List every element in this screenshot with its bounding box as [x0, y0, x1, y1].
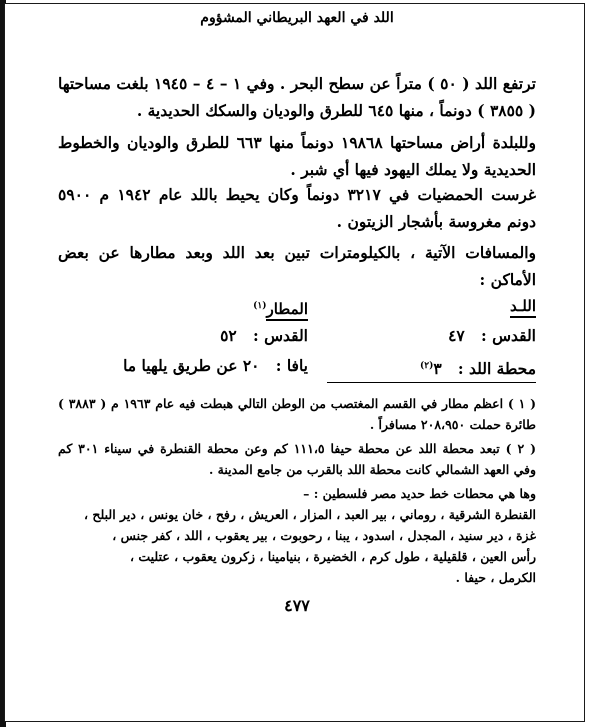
distance-value: ٤٧ — [448, 326, 465, 345]
footnote-marker: (١) — [253, 301, 267, 311]
place-name: القدس — [264, 326, 308, 345]
paragraph-text: وللبلدة أراض مساحتها ١٩٨٦٨ دونماً منها ٦٦٣ للطرق والوديان والخطوط الحديدية ولا يملك اليهود فيها أي شبر . — [58, 133, 536, 179]
footnote-separator — [327, 382, 536, 383]
page-number: ٤٧٧ — [284, 596, 310, 615]
distance-value: ٢٠ عن طريق يلهيا ما — [123, 356, 260, 375]
footnote-2: ( ٢ ) تبعد محطة اللد عن محطة حيفا ١١١،٥ كم وعن محطة القنطرة في سيناء ٣٠١ كم وفي العهد الشمالي كانت محطة اللد بالقرب من جامع المدينة . — [58, 441, 536, 477]
station-list-line: رأس العين ، قلقيلية ، طول كرم ، الخضيرة ، بنيامينا ، زكرون يعقوب ، عتليت ، — [130, 549, 536, 564]
running-header: اللد في العهد البريطاني المشؤوم — [200, 10, 394, 26]
footnote-2-intro: وها هي محطات خط حديد مصر فلسطين : – — [303, 486, 536, 501]
paragraph-text: غرست الحمضيات في ٣٢١٧ دونماً وكان يحيط باللد عام ١٩٤٢ م ٥٩٠٠ دونم مغروسة بأشجار الزيتون . — [58, 185, 536, 231]
airport-column-header — [88, 291, 308, 321]
table-row: القدس : ٥٢ — [220, 326, 308, 345]
footnotes — [58, 393, 536, 588]
table-row: القدس : ٤٧ — [448, 326, 536, 345]
place-name: يافا — [286, 356, 308, 375]
distance-value: ٣ — [433, 359, 442, 379]
paragraph-text: ترتفع اللد ( ٥٠ ) متراً عن سطح البحر . وفي ١ – ٤ – ١٩٤٥ بلغت مساحتها ( ٣٨٥٥ ) دونماً ، منها ٦٤٥ للطرق والوديان والسكك الحديدية . — [58, 74, 536, 120]
place-name: القدس — [492, 326, 536, 345]
airport-column — [88, 291, 308, 381]
distance-value: ٥٢ — [220, 326, 237, 345]
lydd-column-header — [356, 291, 536, 321]
lydd-column — [356, 291, 536, 381]
station-list-line: غزة ، دير سنيد ، المجدل ، اسدود ، يبنا ، رحوبوت ، بير يعقوب ، اللد ، كفر جنس ، — [112, 528, 536, 543]
table-row: محطة اللد : ٣$^{(٢)}$ — [419, 359, 536, 379]
body-paragraph-1 — [58, 70, 536, 124]
paragraph-text: والمسافات الآتية ، بالكيلومترات تبين بعد اللد وبعد مطارها عن بعض الأماكن : — [58, 243, 536, 289]
footnote-1: ( ١ ) اعظم مطار في القسم المغتصب من الوطن التالي هبطت فيه عام ١٩٦٣ م ( ٣٨٨٣ ) طائرة حملت ٢٠٨،٩٥٠ مسافراً . — [58, 396, 536, 432]
place-name: محطة اللد — [468, 359, 536, 379]
body-paragraph-4 — [58, 239, 536, 293]
station-list-line: الكرمل ، حيفا . — [455, 570, 536, 585]
column-header-text: المطار — [266, 299, 308, 321]
column-header-text: اللـد — [510, 296, 536, 318]
station-list-line: القنطرة الشرقية ، روماني ، بير العبد ، المزار ، العريش ، رفح ، خان يونس ، دير البلح ، — [84, 507, 536, 522]
body-paragraph-2 — [58, 129, 536, 183]
table-row: يافا : ٢٠ عن طريق يلهيا ما — [123, 356, 308, 375]
body-paragraph-3 — [58, 181, 536, 235]
footnote-marker: (٢) — [419, 361, 434, 371]
